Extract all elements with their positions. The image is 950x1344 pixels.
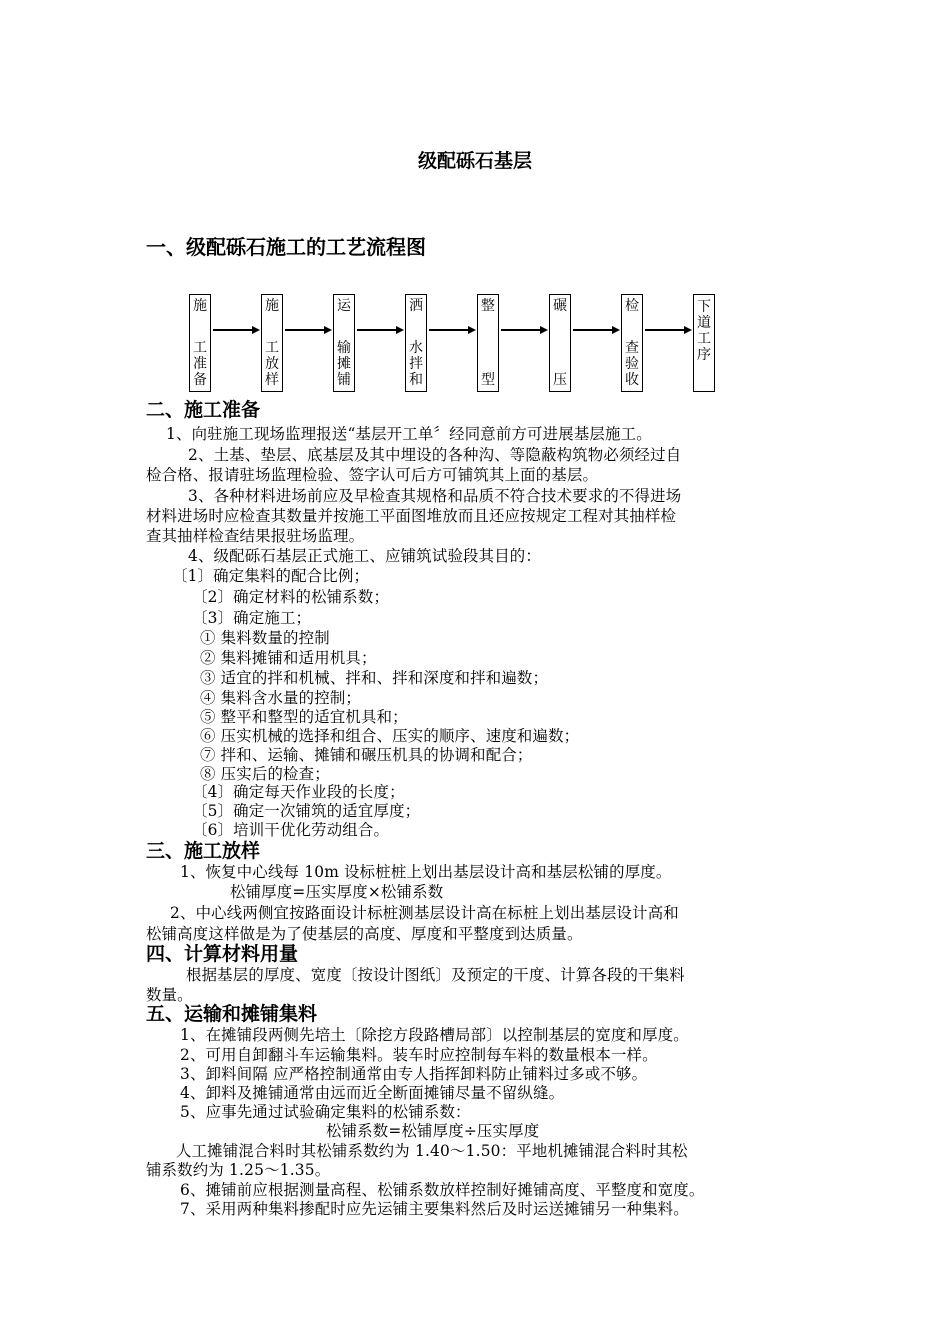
- paragraph-line: 1、在摊铺段两侧先培土〔除挖方段路槽局部〕以控制基层的宽度和厚度。: [180, 1026, 689, 1044]
- flow-step-shaping: [477, 294, 499, 392]
- section-heading-5: 五、运输和摊铺集料: [146, 1003, 318, 1025]
- paragraph-line: 2、中心线两侧宜按路面设计标桩测基层设计高在标桩上划出基层设计高和: [170, 904, 679, 922]
- paragraph-line: 材料进场时应检查其数量并按施工平面图堆放而且还应按规定工程对其抽样检: [146, 507, 677, 525]
- flow-step-bottom-text: 工 准 备: [193, 340, 207, 388]
- flow-arrow-icon: [429, 326, 476, 334]
- flow-arrow-icon: [645, 326, 692, 334]
- flow-step-top-text: 运: [337, 298, 351, 314]
- paragraph-line: 1、向驻施工现场监理报送“基层开工单〞经同意前方可进展基层施工。: [166, 425, 652, 443]
- list-item: 〔2〕确定材料的松铺系数；: [192, 588, 390, 606]
- flow-step-top-text: 碾: [553, 298, 567, 314]
- section-heading-2: 二、施工准备: [146, 399, 261, 421]
- list-item: ⑧ 压实后的检查；: [200, 765, 330, 783]
- paragraph-line: 人工摊铺混合料时其松铺系数约为 1.40～1.50：平地机摊铺混合料时其松: [176, 1142, 688, 1160]
- list-item: 〔3〕确定施工；: [192, 609, 312, 627]
- flow-arrow-icon: [213, 326, 260, 334]
- paragraph-line: 数量。: [146, 986, 193, 1004]
- flow-step-bottom-text: 压: [553, 372, 567, 388]
- list-item: 〔1〕确定集料的配合比例；: [172, 567, 370, 585]
- flow-arrow-icon: [501, 326, 548, 334]
- list-item: 〔5〕确定一次铺筑的适宜厚度；: [192, 802, 421, 820]
- list-item: ⑦ 拌和、运输、摊铺和碾压机具的协调和配合；: [200, 746, 533, 764]
- section-heading-3: 三、施工放样: [146, 840, 261, 862]
- flow-step-bottom-text: 输 摊 铺: [337, 340, 351, 388]
- list-item: ① 集料数量的控制: [200, 629, 330, 647]
- document-title: 级配砾石基层: [417, 150, 532, 172]
- paragraph-line: 7、采用两种集料掺配时应先运铺主要集料然后及时运送摊铺另一种集料。: [180, 1200, 689, 1218]
- flow-step-bottom-text: 型: [481, 372, 495, 388]
- paragraph-line: 4、级配砾石基层正式施工、应铺筑试验段其目的：: [188, 547, 541, 565]
- paragraph-line: 查其抽样检查结果报驻场监理。: [146, 527, 365, 545]
- paragraph-line: 1、恢复中心线每 10m 设标桩桩上划出基层设计高和基层松铺的厚度。: [180, 863, 672, 881]
- flow-step-bottom-text: 水 拌 和: [409, 340, 423, 388]
- paragraph-line: 2、可用自卸翻斗车运输集料。装车时应控制每车料的数量根本一样。: [180, 1046, 658, 1064]
- section-heading-1: 一、级配砾石施工的工艺流程图: [146, 235, 426, 259]
- flow-step-top-text: 下 道 工 序: [697, 299, 711, 363]
- flow-step-stakeout: [261, 294, 283, 392]
- section-heading-4: 四、计算材料用量: [146, 943, 299, 965]
- flow-step-bottom-text: 工 放 样: [265, 340, 279, 388]
- paragraph-line: 6、摊铺前应根据测量高程、松铺系数放样控制好摊铺高度、平整度和宽度。: [180, 1181, 705, 1199]
- list-item: ④ 集料含水量的控制；: [200, 689, 361, 707]
- paragraph-line: 3、各种材料进场前应及早检查其规格和品质不符合技术要求的不得进场: [188, 487, 682, 505]
- formula-line: 松铺厚度=压实厚度×松铺系数: [230, 883, 444, 901]
- paragraph-line: 根据基层的厚度、宽度〔按设计图纸〕及预定的干度、计算各段的干集料: [186, 966, 685, 984]
- flow-step-next-process: [693, 294, 715, 392]
- flow-step-top-text: 检: [625, 298, 639, 314]
- paragraph-line: 松铺高度这样做是为了使基层的高度、厚度和平整度到达质量。: [146, 925, 583, 943]
- list-item: ⑥ 压实机械的选择和组合、压实的顺序、速度和遍数；: [200, 727, 580, 745]
- list-item: 〔4〕确定每天作业段的长度；: [192, 783, 405, 801]
- flow-step-prepare: [189, 294, 211, 392]
- list-item: 〔6〕培训干优化劳动组合。: [192, 821, 390, 839]
- flow-step-bottom-text: 查 验 收: [625, 340, 639, 388]
- paragraph-line: 5、应事先通过试验确定集料的松铺系数：: [180, 1103, 471, 1121]
- formula-line: 松铺系数=松铺厚度÷压实厚度: [326, 1122, 540, 1140]
- paragraph-line: 4、卸料及摊铺通常由远而近全断面摊铺尽量不留纵缝。: [180, 1084, 565, 1102]
- flow-step-watering: [405, 294, 427, 392]
- paragraph-line: 检合格、报请驻场监理检验、签字认可后方可铺筑其上面的基层。: [146, 466, 599, 484]
- flow-step-top-text: 整: [481, 298, 495, 314]
- flow-step-top-text: 洒: [409, 298, 423, 314]
- flow-step-top-text: 施: [193, 298, 207, 314]
- flow-step-rolling: [549, 294, 571, 392]
- flow-step-top-text: 施: [265, 298, 279, 314]
- paragraph-line: 铺系数约为 1.25～1.35。: [146, 1161, 331, 1179]
- list-item: ② 集料摊铺和适用机具；: [200, 649, 377, 667]
- flow-step-inspection: [621, 294, 643, 392]
- flow-step-transport: [333, 294, 355, 392]
- flow-arrow-icon: [357, 326, 404, 334]
- paragraph-line: 3、卸料间隔 应严格控制通常由专人指挥卸料防止铺料过多或不够。: [180, 1065, 648, 1083]
- flow-arrow-icon: [285, 326, 332, 334]
- list-item: ③ 适宜的拌和机械、拌和、拌和深度和拌和遍数；: [200, 669, 549, 687]
- list-item: ⑤ 整平和整型的适宜机具和；: [200, 708, 408, 726]
- flow-arrow-icon: [573, 326, 620, 334]
- paragraph-line: 2、土基、垫层、底基层及其中埋设的各种沟、等隐蔽构筑物必须经过自: [188, 446, 682, 464]
